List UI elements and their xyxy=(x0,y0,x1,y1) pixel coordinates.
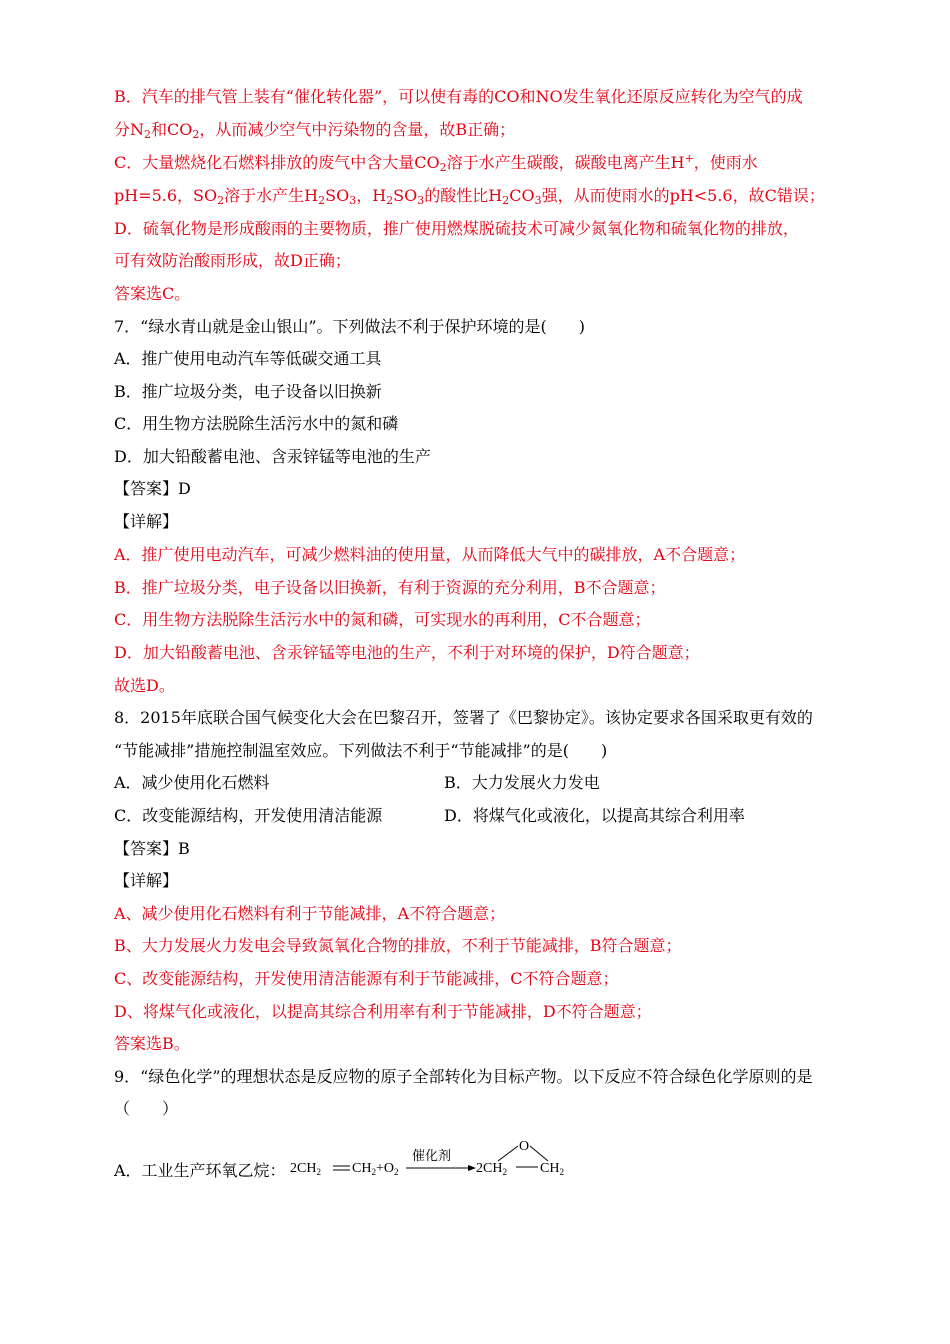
eq-reactant-ethylene-left: $2CH_2$ xyxy=(290,1161,321,1177)
q7-option-a: A．推广使用电动汽车等低碳交通工具 xyxy=(114,349,382,368)
question-8-stem-line2: “节能减排”措施控制温室效应。下列做法不利于“节能减排”的是( ) xyxy=(114,741,608,760)
question-9-stem-line2: （ ） xyxy=(114,1099,179,1118)
explanation-c-line2: pH=5.6，$SO_2$溶于水产生$H_2SO_3$，$H_2SO_3$的酸性比$H_2CO_3$强，从而使雨水的pH<5.6，故C错误； xyxy=(114,186,825,207)
q8-explanation-c: C、改变能源结构，开发使用清洁能源有利于节能减排，C不符合题意； xyxy=(114,969,619,988)
q8-explanation-b: B、大力发展火力发电会导致氮氧化合物的排放，不利于节能减排，B符合题意； xyxy=(114,936,682,955)
q8-option-d: D．将煤气化或液化，以提高其综合利用率 xyxy=(444,806,745,825)
q7-explanation-d: D．加大铅酸蓄电池、含汞锌锰等电池的生产，不利于对环境的保护，D符合题意； xyxy=(114,643,700,662)
q7-answer: 【答案】D xyxy=(114,479,191,498)
q7-explanation-a: A．推广使用电动汽车，可减少燃料油的使用量，从而降低大气中的碳排放，A不合题意； xyxy=(114,545,746,564)
conclusion-q6: 答案选C。 xyxy=(114,284,191,303)
q8-options-row1 xyxy=(114,772,850,794)
explanation-b-line2: 分$N_2$和$CO_2$，从而减少空气中污染物的含量，故B正确； xyxy=(114,120,516,141)
eq-reactant-oxygen: $+O_2$ xyxy=(376,1161,399,1177)
question-8-stem-line1: 8．2015年底联合国气候变化大会在巴黎召开，签署了《巴黎协定》。该协定要求各国采取更有效的 xyxy=(114,708,813,727)
q7-conclusion: 故选D。 xyxy=(114,676,175,695)
q9-option-a-label: A．工业生产环氧乙烷： xyxy=(114,1161,286,1180)
q8-explanation-a: A、减少使用化石燃料有利于节能减排，A不符合题意； xyxy=(114,904,506,923)
q8-detail-label: 【详解】 xyxy=(114,871,179,890)
q7-explanation-b: B．推广垃圾分类，电子设备以旧换新，有利于资源的充分利用，B不合题意； xyxy=(114,578,666,597)
epoxide-reaction-equation xyxy=(290,1134,570,1184)
question-9-stem-line1: 9．“绿色化学”的理想状态是反应物的原子全部转化为目标产物。以下反应不符合绿色化学原则的是 xyxy=(114,1067,813,1086)
q8-option-b: B．大力发展火力发电 xyxy=(444,773,600,792)
q8-option-a: A．减少使用化石燃料 xyxy=(114,773,270,792)
eq-reactant-ethylene-right: $CH_2$ xyxy=(352,1161,376,1177)
eq-ring-bond-right xyxy=(530,1146,548,1161)
explanation-d-line1: D．硫氧化物是形成酸雨的主要物质，推广使用燃煤脱硫技术可减少氮氧化物和硫氧化物的排放， xyxy=(114,219,799,238)
q7-option-b: B．推广垃圾分类，电子设备以旧换新 xyxy=(114,382,382,401)
explanation-c-line1: C．大量燃烧化石燃料排放的废气中含大量$CO_2$溶于水产生碳酸，碳酸电离产生H+，使雨水 xyxy=(114,152,758,174)
eq-ring-oxygen: O xyxy=(519,1139,530,1154)
q7-option-c: C．用生物方法脱除生活污水中的氮和磷 xyxy=(114,414,399,433)
eq-product-right: $CH_2$ xyxy=(540,1161,564,1177)
eq-ring-bond-left xyxy=(498,1146,518,1161)
q7-detail-label: 【详解】 xyxy=(114,512,179,531)
explanation-d-line2: 可有效防治酸雨形成，故D正确； xyxy=(114,251,351,270)
q8-explanation-d: D、将煤气化或液化，以提高其综合利用率有利于节能减排，D不符合题意； xyxy=(114,1002,652,1021)
q7-option-d: D．加大铅酸蓄电池、含汞锌锰等电池的生产 xyxy=(114,447,431,466)
q8-answer: 【答案】B xyxy=(114,839,190,858)
explanation-b-line1: B．汽车的排气管上装有“催化转化器”，可以使有毒的CO和NO发生氧化还原反应转化为空气的成 xyxy=(114,87,803,106)
question-7-stem: 7．“绿水青山就是金山银山”。下列做法不利于保护环境的是( ) xyxy=(114,317,586,336)
q7-explanation-c: C．用生物方法脱除生活污水中的氮和磷，可实现水的再利用，C不合题意； xyxy=(114,610,651,629)
q8-conclusion: 答案选B。 xyxy=(114,1034,190,1053)
q8-options-row2 xyxy=(114,805,850,827)
q8-option-c: C．改变能源结构，开发使用清洁能源 xyxy=(114,806,383,825)
eq-product-left: $2CH_2$ xyxy=(476,1161,507,1177)
eq-arrow-head xyxy=(468,1165,476,1171)
eq-catalyst-label: 催化剂 xyxy=(412,1148,452,1163)
